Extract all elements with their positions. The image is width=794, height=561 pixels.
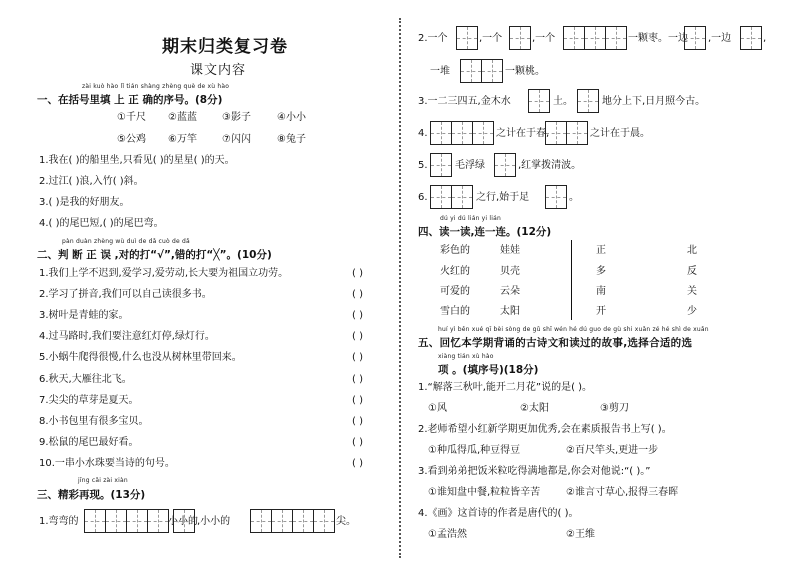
writing-grid[interactable] <box>250 509 335 533</box>
match-right: 娃娃 <box>500 245 520 256</box>
option: ②蓝蓝 <box>168 112 197 123</box>
question: 4.( )的尾巴短,( )的尾巴弯。 <box>39 218 164 229</box>
fill-text: 5. <box>418 160 428 171</box>
question: 3.看到弟弟把饭米粒吃得满地都是,你会对他说:“( )。” <box>418 466 651 477</box>
option: ④小小 <box>277 112 306 123</box>
choice: ①风 <box>428 403 447 414</box>
match-right: 贝壳 <box>500 266 520 277</box>
answer-paren[interactable]: ( ) <box>352 416 363 427</box>
section-4-heading: 四、读一读,连一连。(12分) <box>418 226 552 238</box>
judge-item: 3.树叶是青蛙的家。 <box>39 310 129 321</box>
option: ⑦闪闪 <box>222 134 251 145</box>
judge-item: 7.尖尖的草芽是夏天。 <box>39 395 139 406</box>
section-5-pinyin-2: xiàng tián xù hào <box>438 353 494 360</box>
answer-paren[interactable]: ( ) <box>352 352 363 363</box>
fill-text: 一堆 <box>430 66 450 77</box>
column-divider <box>399 18 401 558</box>
section-2-heading: 二、判 断 正 误 ,对的打“√”,错的打“╳”。(10分) <box>37 249 272 261</box>
fill-text: 地分上下,日月照今古。 <box>602 96 706 107</box>
section-5-heading-2: 项 。(填序号)(18分) <box>438 364 539 376</box>
fill-text: 毛浮绿 <box>455 160 485 171</box>
question: 1.“解落三秋叶,能开二月花”说的是( )。 <box>418 382 593 393</box>
fill-text: 3.一二三四五,金木水 <box>418 96 511 107</box>
question: 3.( )是我的好朋友。 <box>39 197 130 208</box>
writing-grid[interactable] <box>494 153 516 177</box>
judge-item: 10.一串小水珠要当诗的句号。 <box>39 458 175 469</box>
choice: ①谁知盘中餐,粒粒皆辛苦 <box>428 487 541 498</box>
writing-grid[interactable] <box>545 121 588 145</box>
choice: ①孟浩然 <box>428 529 467 540</box>
antonym-right: 北 <box>687 245 697 256</box>
match-right: 太阳 <box>500 306 520 317</box>
fill-text: ,一个 <box>532 33 556 44</box>
section-2-pinyin: pàn duàn zhèng wù duì de dǎ cuò de dǎ <box>62 238 190 245</box>
answer-paren[interactable]: ( ) <box>352 310 363 321</box>
fill-text: 4. <box>418 128 428 139</box>
writing-grid[interactable] <box>528 89 550 113</box>
fill-text: ,小小的 <box>197 516 231 527</box>
writing-grid[interactable] <box>545 185 567 209</box>
judge-item: 8.小书包里有很多宝贝。 <box>39 416 149 427</box>
fill-text: , <box>763 33 767 44</box>
fill-text: ,一个 <box>479 33 503 44</box>
writing-grid[interactable] <box>460 59 503 83</box>
option: ⑧兔子 <box>277 134 306 145</box>
answer-paren[interactable]: ( ) <box>352 437 363 448</box>
option: ⑥万竿 <box>168 134 197 145</box>
choice: ②谁言寸草心,报得三春晖 <box>566 487 679 498</box>
judge-item: 5.小蜗牛爬得很慢,什么也没从树林里带回来。 <box>39 352 242 363</box>
antonym-right: 少 <box>687 306 697 317</box>
answer-paren[interactable]: ( ) <box>352 289 363 300</box>
section-1-heading: 一、在括号里填 上 正 确的序号。(8分) <box>37 94 223 106</box>
section-3-pinyin: jīng cǎi zài xiàn <box>78 477 128 484</box>
question: 2.过江( )浪,入竹( )斜。 <box>39 176 144 187</box>
fill-text: ,一边 <box>708 33 732 44</box>
fill-text: 之行,始于足 <box>476 192 530 203</box>
section-1-pinyin: zài kuò hào lǐ tián shàng zhèng què de xù hào <box>82 83 230 90</box>
question: 2.老师希望小红新学期更加优秀,会在素质报告书上写( )。 <box>418 424 672 435</box>
judge-item: 4.过马路时,我们要注意红灯停,绿灯行。 <box>39 331 215 342</box>
fill-text: 之计在于晨。 <box>590 128 650 139</box>
antonym-left: 南 <box>596 286 606 297</box>
fill-text: 一颗枣。一边 <box>628 33 688 44</box>
fill-text: 尖。 <box>336 516 356 527</box>
fill-text: 土。 <box>553 96 573 107</box>
choice: ①种瓜得瓜,种豆得豆 <box>428 445 521 456</box>
writing-grid[interactable] <box>430 153 452 177</box>
antonym-left: 正 <box>596 245 606 256</box>
section-5-pinyin: huí yì běn xué qī bèi sòng de gǔ shī wén hé dú guo de gù shi xuǎn zé hé shì de xuǎn <box>438 326 709 333</box>
writing-grid[interactable] <box>84 509 169 533</box>
fill-text: 一颗桃。 <box>505 66 545 77</box>
writing-grid[interactable] <box>509 26 531 50</box>
match-right: 云朵 <box>500 286 520 297</box>
match-divider <box>571 240 572 320</box>
option: ①千尺 <box>117 112 146 123</box>
writing-grid[interactable] <box>684 26 706 50</box>
question: 1.我在( )的船里坐,只看见( )的星星( )的天。 <box>39 155 235 166</box>
fill-text: 。 <box>569 192 579 203</box>
judge-item: 9.松鼠的尾巴最好看。 <box>39 437 139 448</box>
antonym-left: 开 <box>596 306 606 317</box>
choice: ②王维 <box>566 529 595 540</box>
choice: ②太阳 <box>520 403 549 414</box>
fill-text: 2.一个 <box>418 33 448 44</box>
writing-grid[interactable] <box>563 26 627 50</box>
antonym-right: 关 <box>687 286 697 297</box>
answer-paren[interactable]: ( ) <box>352 395 363 406</box>
match-left: 彩色的 <box>440 245 470 256</box>
answer-paren[interactable]: ( ) <box>352 268 363 279</box>
fill-text: 1.弯弯的 <box>39 516 79 527</box>
antonym-right: 反 <box>687 266 697 277</box>
option: ⑤公鸡 <box>117 134 146 145</box>
section-4-pinyin: dú yi dú lián yi lián <box>440 215 502 222</box>
fill-text: 小小的 <box>168 516 198 527</box>
choice: ②百尺竿头,更进一步 <box>566 445 659 456</box>
writing-grid[interactable] <box>456 26 478 50</box>
match-left: 火红的 <box>440 266 470 277</box>
option: ③影子 <box>222 112 251 123</box>
match-left: 雪白的 <box>440 306 470 317</box>
writing-grid[interactable] <box>430 121 494 145</box>
section-3-heading: 三、精彩再现。(13分) <box>37 489 146 501</box>
answer-paren[interactable]: ( ) <box>352 458 363 469</box>
writing-grid[interactable] <box>577 89 599 113</box>
fill-text: ,红掌拨清波。 <box>518 160 582 171</box>
writing-grid[interactable] <box>430 185 473 209</box>
judge-item: 2.学习了拼音,我们可以自己读很多书。 <box>39 289 212 300</box>
writing-grid[interactable] <box>740 26 762 50</box>
question: 4.《画》这首诗的作者是唐代的( )。 <box>418 508 579 519</box>
antonym-left: 多 <box>596 266 606 277</box>
page-subtitle: 课文内容 <box>190 63 247 78</box>
answer-paren[interactable]: ( ) <box>352 374 363 385</box>
choice: ③剪刀 <box>600 403 629 414</box>
writing-grid[interactable] <box>173 509 195 533</box>
fill-text: 之计在于春, <box>496 128 550 139</box>
match-left: 可爱的 <box>440 286 470 297</box>
fill-text: 6. <box>418 192 428 203</box>
judge-item: 1.我们上学不迟到,爱学习,爱劳动,长大要为祖国立功劳。 <box>39 268 289 279</box>
page-title: 期末归类复习卷 <box>162 37 288 57</box>
judge-item: 6.秋天,大雁往北飞。 <box>39 374 132 385</box>
section-5-heading: 五、回忆本学期背诵的古诗文和读过的故事,选择合适的选 <box>418 337 693 349</box>
answer-paren[interactable]: ( ) <box>352 331 363 342</box>
